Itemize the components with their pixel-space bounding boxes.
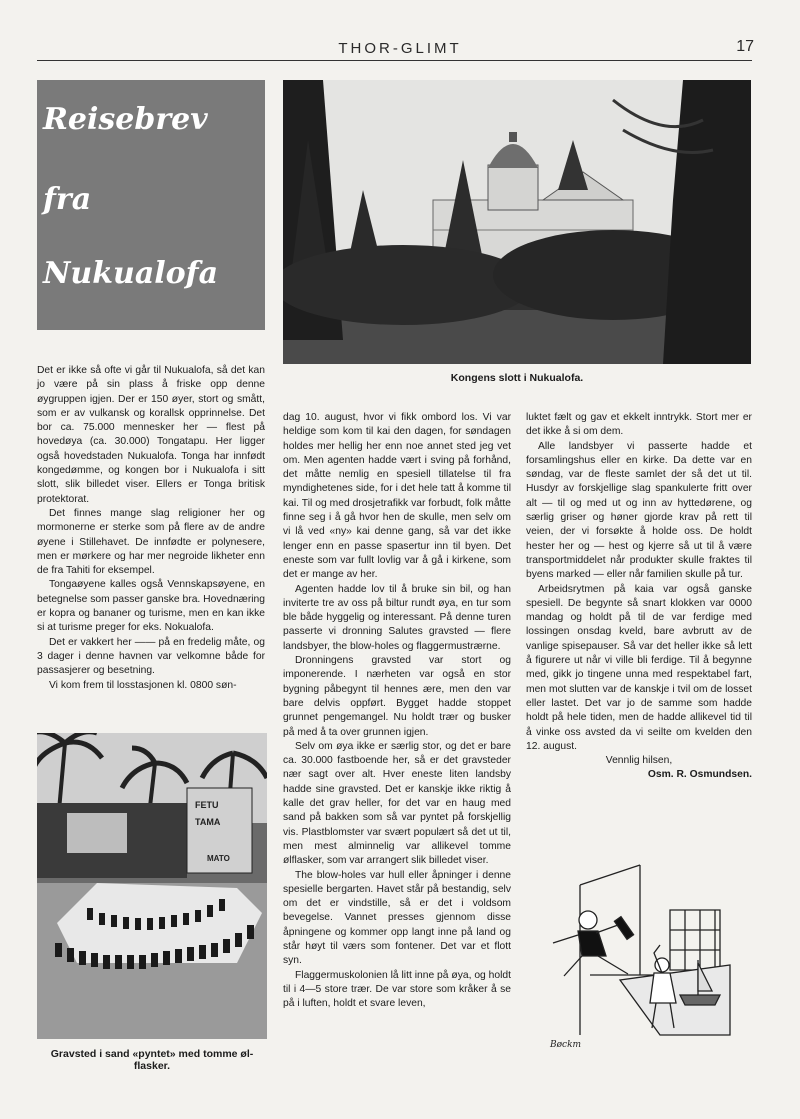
- paragraph: Agenten hadde lov til å bruke sin bil, og han inviterte tre av oss på biltur rundt øya, en tur som ble både hyggelig og interessant. På denne turen passerte vi dronning Salutes gravsted — flere landsbyer, the blow-holes og flaggermustrærne.: [283, 583, 511, 652]
- cartoon-illustration: [530, 855, 740, 1055]
- article-column-3: [526, 411, 752, 783]
- paragraph: Dronningens gravsted var stort og imponerende. I nærheten var også en stor bygning påbegynt til hennes ære, men den var bare delvis oppført. Bygget hadde stoppet grunnet pengemangel. Nu holdt trær og busker på med å ta over grunnen igjen.: [283, 655, 511, 738]
- paragraph: Flaggermuskolonien lå litt inne på øya, og holdt til i 4—5 store trær. De var store som kråker å se på i luften, holdt et svare leven,: [283, 969, 511, 1010]
- article-column-2: [283, 411, 511, 1011]
- paragraph: Det er ikke så ofte vi går til Nukualofa, så det kan jo være på sin plass å friske opp denne øygruppen igjen. Der er 150 øyer, stort og smått, som er av vulkansk og korallsk opprinnelse. Det bor ca. 75.000 mennesker her — flest på hovedøya (ca. 30.000) Tongatapu. Her ligger også hovedstaden Nukualofa. Tonga har innfødt kongedømme, og kongen bor i Nukualofa i sitt slott, slik billedet viser. Ellers er Tonga britisk protektorat.: [37, 365, 265, 505]
- grave-photo-caption: Gravsted i sand «pyntet» med tomme øl-flasker.: [50, 1048, 254, 1072]
- paragraph: Alle landsbyer vi passerte hadde et forsamlingshus eller en kirke. Da dette var en søndag, var de fleste samlet der så det ut til. Husdyr av forskjellige slag spankulerte fritt over alt — til og med ut og inn av hyttedørene, og særlig griser og høner gjorde krav på rett til veien, der vi forsøkte å holde oss. De holdt hester her og — hest og kjerre så ut til å være transportmiddelet når produkter skulle fraktes til byens marked — eller når familien skulle på tur.: [526, 440, 752, 581]
- title-line-2: fra: [43, 182, 92, 217]
- palace-photo: [283, 80, 751, 364]
- title-line-3: Nukualofa: [43, 256, 219, 291]
- article-column-1: [37, 364, 265, 693]
- sign-text-3: MATO: [207, 854, 230, 863]
- palace-photo-caption: Kongens slott i Nukualofa.: [450, 372, 584, 384]
- paragraph: Tongaøyene kalles også Vennskapsøyene, en betegnelse som passer ganske bra. Hovednæring er kopra og bananer og turisme, men en kan ikke si at turisme preger for eks. Nokualofa.: [37, 579, 265, 634]
- paragraph: The blow-holes var hull eller åpninger i denne spesielle bergarten. Havet står på bestandig, selv om det er vindstille, så er det i voldsom bevegelse. Vannet presses gjennom disse åpningene og kommer opp langt inne på land og står høyt til værs som fontener. Det var et flott syn.: [283, 869, 511, 967]
- article-title-block: [37, 80, 265, 330]
- signoff-author: Osm. R. Osmundsen.: [647, 769, 752, 781]
- header-rule: [37, 60, 752, 61]
- signoff-greeting: Vennlig hilsen,: [605, 755, 673, 767]
- cartoon-signature: Bøckm: [550, 1040, 582, 1050]
- grave-photo: [37, 733, 267, 1039]
- paragraph: Selv om øya ikke er særlig stor, og det er bare ca. 30.000 fastboende her, så er det gravsteder nær sagt over alt. Hver eneste liten landsby hadde sine gravsted. Det er kanskje ikke riktig å kalle det grav heller, for det var en haug med sand på bakken som så var pyntet på forskjellig vis. Plastblomster var svært populært så det ut til, men mest alminnelig var allikevel tomme ølflasker, som var arrangert slik billedet viser.: [283, 740, 511, 867]
- paragraph: dag 10. august, hvor vi fikk ombord los. Vi var heldige som kom til kai den dagen, for søndagen holdes mer hellig her enn noe annet sted jeg vet om. Men agenten hadde vært i sving på forhånd, det måtte nemlig en spesiell tillatelse til fra myndighetenes side, for i det hele tatt å komme til kai. Til og med drosjetrafikk var forbudt, folk måtte finne seg i å gå hvor hen de skulle, men selv om vi lå ved «ny» kai denne gang, så var det ikke lenger enn en passe spasertur inn til byen. Det eneste som var fullt lovlig var å gå i kirkene, som det er mange av her.: [283, 412, 511, 581]
- paragraph: Vi kom frem til losstasjonen kl. 0800 søn-: [49, 679, 237, 691]
- paragraph: luktet fælt og gav et ekkelt inntrykk. Stort mer er det ikke å si om dem.: [526, 412, 752, 438]
- magazine-title: THOR-GLIMT: [338, 40, 462, 57]
- paragraph: Det finnes mange slag religioner her og mormonerne er sterke som på flere av de andre øyene i Stillehavet. De innfødte er polynesere, men er mørkere og har mer negroide likheter enn de fra Tahiti for eksempel.: [37, 507, 265, 577]
- title-line-1: Reisebrev: [43, 102, 208, 137]
- sign-text-2: TAMA: [195, 817, 221, 827]
- paragraph: Arbeidsrytmen på kaia var også ganske spesiell. De begynte så snart klokken var 0000 mandag og holdt på til de var ferdige med lossingen onsdag kveld, bare avbrutt av de vanlige spisepauser. Så var det heller ikke så lett å figurere ut når vi ville bli ferdige. Til å begynne med, gikk jo tingene unna med respektabel fart, men mot slutten var de kanskje i tvil om de losset eller lastet. Det var jo de samme som hadde holdt på hele tiden, men de hadde allikevel tid til å vinke oss avsted da vi seilte om kvelden den 12. august.: [526, 583, 752, 752]
- page-number: 17: [736, 38, 754, 55]
- sign-text-1: FETU: [195, 800, 219, 810]
- paragraph: Det er vakkert her —— på en fredelig måte, og 3 dager i denne havnen var velkomne både for passasjerer og besetning.: [37, 636, 265, 677]
